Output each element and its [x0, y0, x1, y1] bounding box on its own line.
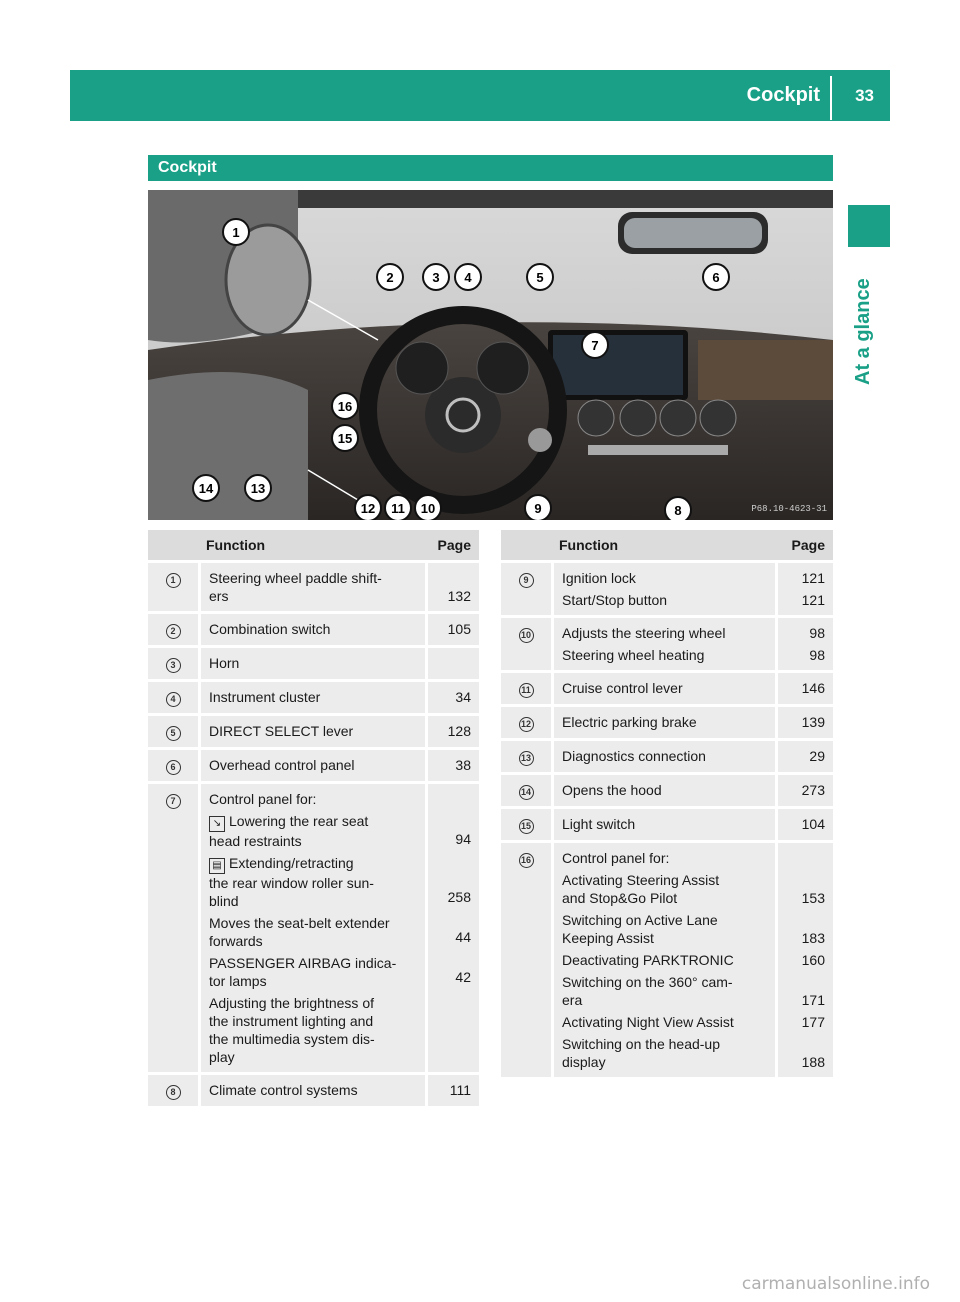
page-cell [425, 614, 479, 645]
row-number [148, 784, 198, 1072]
function-text: Climate control systems [209, 1082, 358, 1098]
function-text: Control panel for: [209, 791, 317, 807]
table-row [148, 716, 479, 747]
number-badge: 2 [166, 624, 181, 639]
page-cell [775, 741, 833, 772]
number-badge: 12 [519, 717, 534, 732]
function-header: Function [198, 530, 425, 560]
page-ref: 128 [447, 723, 471, 739]
page-cell [775, 563, 833, 615]
function-cell [551, 673, 775, 704]
callout-9 [525, 495, 551, 520]
page-ref [786, 849, 825, 867]
page-cell [775, 707, 833, 738]
page-ref: 44 [455, 929, 471, 945]
function-cell [551, 775, 775, 806]
table-row [501, 673, 833, 704]
row-number [148, 614, 198, 645]
page-cell [775, 618, 833, 670]
svg-text:13: 13 [250, 481, 266, 496]
table-row [148, 1075, 479, 1106]
table-row [148, 682, 479, 713]
page-ref: 105 [447, 621, 471, 637]
function-cell [551, 707, 775, 738]
table-row [501, 707, 833, 738]
function-text: Switching on the 360° cam- era [562, 974, 733, 1008]
number-badge: 4 [166, 692, 181, 707]
function-cell [551, 741, 775, 772]
cockpit-illustration [148, 190, 833, 520]
page-header: Page [775, 530, 833, 560]
table-row [148, 784, 479, 1072]
row-number [501, 775, 551, 806]
function-text: ▤ Extending/retracting the rear window roller sun- blind [209, 855, 374, 909]
page-ref: 139 [801, 714, 825, 730]
row-number [501, 673, 551, 704]
function-text: Moves the seat-belt extender forwards [209, 915, 390, 949]
function-text: Overhead control panel [209, 757, 355, 773]
function-text: Diagnostics connection [562, 748, 706, 764]
page-cell [425, 784, 479, 1072]
page-ref: 153 [801, 890, 825, 906]
function-text: Ignition lock [562, 570, 636, 586]
function-text: Light switch [562, 816, 636, 832]
seat-icon: ↘ [209, 816, 225, 832]
page-ref [436, 654, 471, 672]
function-table-left [148, 527, 479, 1109]
page-ref: 177 [801, 1014, 825, 1030]
page-cell [775, 843, 833, 1077]
svg-text:6: 6 [712, 270, 720, 285]
number-badge: 16 [519, 853, 534, 868]
number-badge: 8 [166, 1085, 181, 1100]
page-cell [775, 673, 833, 704]
function-cell [551, 563, 775, 615]
callout-16 [332, 393, 358, 419]
row-number [501, 707, 551, 738]
row-number [501, 809, 551, 840]
function-text: Cruise control lever [562, 680, 683, 696]
callout-11 [385, 495, 411, 520]
page-ref: 29 [809, 748, 825, 764]
function-cell [551, 618, 775, 670]
function-text: Switching on Active Lane Keeping Assist [562, 912, 718, 946]
callout-10 [415, 495, 441, 520]
page-ref: 273 [801, 782, 825, 798]
number-badge: 10 [519, 628, 534, 643]
row-number [501, 843, 551, 1077]
chapter-tab-marker [848, 205, 890, 247]
callout-3 [423, 264, 449, 290]
callout-4 [455, 264, 481, 290]
callout-2 [377, 264, 403, 290]
row-number [148, 1075, 198, 1106]
function-cell [198, 784, 425, 1072]
function-text: Start/Stop button [562, 592, 668, 608]
table-row [501, 618, 833, 670]
number-badge: 15 [519, 819, 534, 834]
svg-text:3: 3 [432, 270, 440, 285]
svg-text:11: 11 [391, 501, 405, 516]
page-cell [775, 775, 833, 806]
svg-text:9: 9 [534, 501, 542, 516]
row-number [148, 750, 198, 781]
function-text: Switching on the head-up display [562, 1036, 720, 1070]
page-cell [425, 716, 479, 747]
page-ref: 183 [801, 930, 825, 946]
number-badge: 13 [519, 751, 534, 766]
blind-icon: ▤ [209, 858, 225, 874]
page-ref: 188 [801, 1054, 825, 1070]
function-cell [198, 750, 425, 781]
number-badge: 3 [166, 658, 181, 673]
function-cell [551, 809, 775, 840]
row-number [148, 716, 198, 747]
function-text: Control panel for: [562, 850, 670, 866]
svg-text:12: 12 [360, 501, 376, 516]
page-ref: 146 [801, 680, 825, 696]
page-cell [425, 682, 479, 713]
callout-14 [193, 475, 219, 501]
page-ref: 160 [801, 952, 825, 968]
page-cell [775, 809, 833, 840]
function-cell [198, 716, 425, 747]
function-cell [198, 682, 425, 713]
svg-text:4: 4 [464, 270, 472, 285]
table-row [148, 750, 479, 781]
function-text: PASSENGER AIRBAG indica- tor lamps [209, 955, 397, 989]
function-cell [198, 614, 425, 645]
page-cell [425, 563, 479, 611]
svg-text:8: 8 [674, 503, 682, 518]
callout-1 [223, 219, 249, 245]
header-divider [830, 76, 832, 120]
table-row [501, 843, 833, 1077]
svg-text:15: 15 [337, 431, 353, 446]
number-badge: 11 [519, 683, 534, 698]
page-number: 33 [855, 86, 874, 105]
page-header-bar [70, 70, 890, 121]
callout-5 [527, 264, 553, 290]
number-badge: 6 [166, 760, 181, 775]
page-ref: 98 [809, 647, 825, 663]
table-row [501, 809, 833, 840]
page-ref: 104 [801, 816, 825, 832]
row-number [148, 648, 198, 679]
page-header-title: Cockpit [746, 84, 820, 106]
function-text: Combination switch [209, 621, 331, 637]
function-cell [198, 1075, 425, 1106]
function-text: Activating Night View Assist [562, 1014, 734, 1030]
callout-7 [582, 332, 608, 358]
page-ref: 34 [455, 689, 471, 705]
section-heading-bar [148, 155, 833, 181]
page-header: Page [425, 530, 479, 560]
page-ref: 111 [449, 1082, 471, 1098]
function-text: Activating Steering Assist and Stop&Go Pilot [562, 872, 720, 906]
function-text: Electric parking brake [562, 714, 697, 730]
table-row [501, 775, 833, 806]
callout-12 [355, 495, 381, 520]
row-number [148, 563, 198, 611]
page-cell [425, 1075, 479, 1106]
table-header-row [148, 530, 479, 560]
cockpit-photo [148, 190, 833, 520]
section-heading: Cockpit [158, 159, 217, 176]
function-cell [198, 563, 425, 611]
callout-6 [703, 264, 729, 290]
page-cell [425, 648, 479, 679]
chapter-tab [848, 205, 890, 395]
svg-text:16: 16 [337, 399, 353, 414]
number-badge: 7 [166, 794, 181, 809]
svg-text:5: 5 [536, 270, 544, 285]
svg-text:2: 2 [386, 270, 394, 285]
row-number [501, 741, 551, 772]
page-ref: 132 [447, 588, 471, 604]
svg-text:7: 7 [591, 338, 599, 353]
page-ref: 42 [455, 969, 471, 985]
page-cell [425, 750, 479, 781]
function-text: Horn [209, 655, 240, 671]
table-row [148, 614, 479, 645]
callout-13 [245, 475, 271, 501]
photo-code: P68.10-4623-31 [751, 504, 827, 514]
function-cell [551, 843, 775, 1077]
function-text: Deactivating PARKTRONIC [562, 952, 734, 968]
function-text: Steering wheel paddle shift- ers [209, 570, 382, 604]
table-row [148, 563, 479, 611]
function-text: Opens the hood [562, 782, 662, 798]
page-ref: 94 [455, 831, 471, 847]
function-text: Steering wheel heating [562, 647, 705, 663]
page-ref: 121 [801, 592, 825, 608]
function-table-right [501, 527, 833, 1080]
function-text: ↘ Lowering the rear seat head restraints [209, 813, 369, 849]
function-header: Function [551, 530, 775, 560]
number-badge: 5 [166, 726, 181, 741]
page-ref: 258 [447, 889, 471, 905]
svg-text:1: 1 [232, 225, 240, 240]
page-ref [436, 990, 471, 1062]
function-text: Adjusting the brightness of the instrument lighting and the multimedia system dis- play [209, 995, 375, 1065]
row-number [501, 618, 551, 670]
page-ref: 171 [801, 992, 825, 1008]
page-ref: 98 [809, 625, 825, 641]
table-row [148, 648, 479, 679]
page-ref: 121 [801, 570, 825, 586]
num-header [501, 530, 551, 560]
number-badge: 9 [519, 573, 534, 588]
callout-15 [332, 425, 358, 451]
table-header-row [501, 530, 833, 560]
svg-text:10: 10 [420, 501, 436, 516]
table-row [501, 741, 833, 772]
function-text: Adjusts the steering wheel [562, 625, 726, 641]
row-number [501, 563, 551, 615]
function-cell [198, 648, 425, 679]
number-badge: 14 [519, 785, 534, 800]
function-text: DIRECT SELECT lever [209, 723, 354, 739]
page-ref: 38 [455, 757, 471, 773]
number-badge: 1 [166, 573, 181, 588]
num-header [148, 530, 198, 560]
function-text: Instrument cluster [209, 689, 321, 705]
svg-text:14: 14 [198, 481, 214, 496]
chapter-tab-label: At a glance [852, 278, 874, 385]
watermark: carmanualsonline.info [741, 1274, 930, 1294]
page-ref [436, 790, 471, 808]
row-number [148, 682, 198, 713]
callout-8 [665, 497, 691, 520]
table-row [501, 563, 833, 615]
